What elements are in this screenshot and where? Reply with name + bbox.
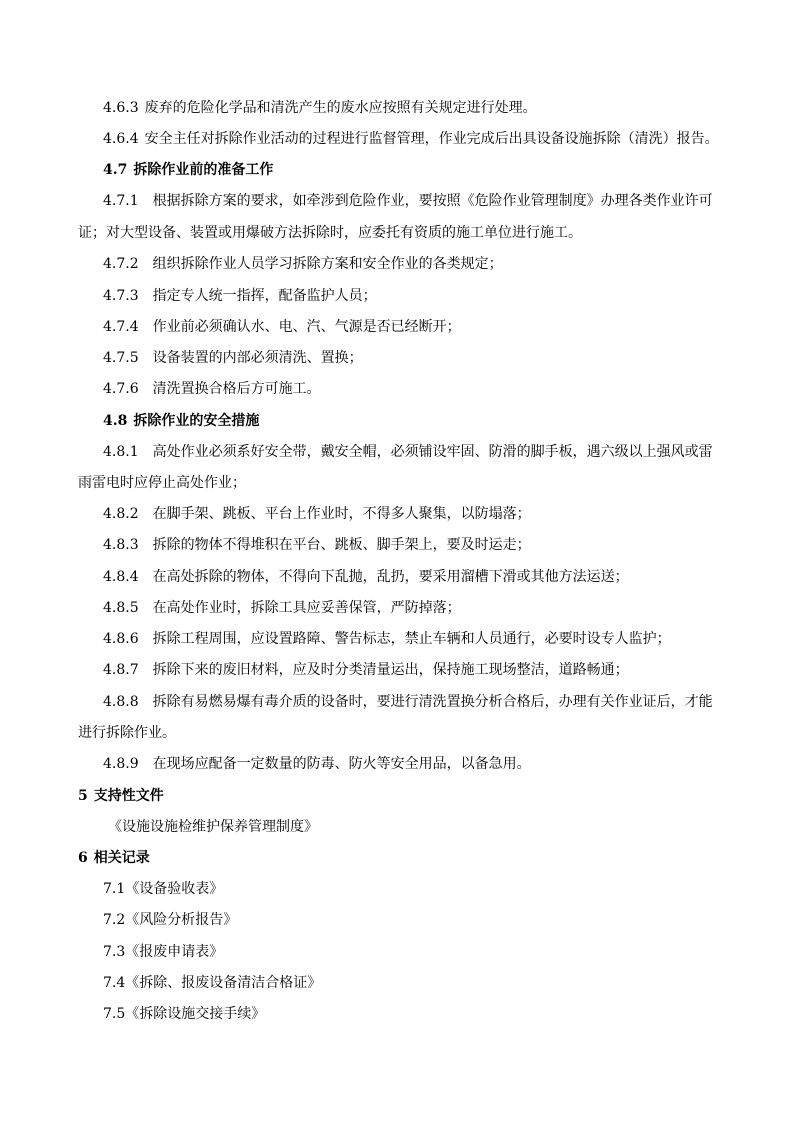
clause-number: 4.7.3 <box>103 288 139 304</box>
clause-4-8-6 <box>103 631 671 647</box>
clause-4-7-2 <box>103 256 503 272</box>
clause-4-8-3 <box>103 537 531 553</box>
section-title: 支持性文件 <box>93 788 164 804</box>
clause-4-6-3 <box>103 100 537 116</box>
clause-text: 证；对大型设备、装置或用爆破方法拆除时，应委托有资质的施工单位进行施工。 <box>78 225 582 241</box>
clause-4-8-9 <box>103 756 531 772</box>
clause-text: 指定专人统一指挥，配备监护人员； <box>152 288 377 304</box>
record-title: 《拆除设施交接手续》 <box>125 1006 266 1022</box>
clause-text: 作业前必须确认水、电、汽、气源是否已经断开； <box>152 319 461 335</box>
clause-number: 4.7.1 <box>103 193 139 209</box>
clause-number: 4.8.1 <box>103 444 139 460</box>
clause-number: 4.8.4 <box>103 569 139 585</box>
clause-4-7-6 <box>103 381 321 397</box>
clause-4-6-4 <box>103 131 719 147</box>
record-title: 《拆除、报废设备清洁合格证》 <box>125 975 322 991</box>
clause-4-8-5 <box>103 600 461 616</box>
clause-text: 根据拆除方案的要求，如牵涉到危险作业，要按照《危险作业管理制度》办理各类作业许可 <box>152 193 713 209</box>
clause-text: 拆除的物体不得堆积在平台、跳板、脚手架上，要及时运走； <box>152 537 531 553</box>
clause-text: 设备装置的内部必须清洗、置换； <box>152 350 363 366</box>
record-number: 7.5 <box>103 1006 126 1022</box>
clause-text: 拆除有易燃易爆有毒介质的设备时，要进行清洗置换分析合格后，办理有关作业证后，才能 <box>152 694 713 710</box>
record-number: 7.2 <box>103 912 126 928</box>
clause-4-8-8-continued <box>78 725 176 741</box>
record-title: 《设备验收表》 <box>125 881 224 897</box>
section-number: 4.8 <box>103 413 128 429</box>
clause-text: 高处作业必须系好安全带，戴安全帽，必须铺设牢固、防滑的脚手板，遇六级以上强风或雷 <box>152 444 713 460</box>
record-item-7-3 <box>103 944 223 960</box>
clause-4-8-8 <box>103 694 713 710</box>
clause-4-8-2 <box>103 506 531 522</box>
clause-number: 4.7.6 <box>103 381 139 397</box>
clause-text: 在高处拆除的物体，不得向下乱抛，乱扔，要采用溜槽下滑或其他方法运送； <box>152 569 629 585</box>
clause-number: 4.7.4 <box>103 319 139 335</box>
section-heading-4-8 <box>103 413 259 429</box>
record-item-7-5 <box>103 1006 265 1022</box>
record-number: 7.1 <box>103 881 126 897</box>
clause-number: 4.8.5 <box>103 600 139 616</box>
clause-text: 进行拆除作业。 <box>78 725 176 741</box>
clause-text: 在高处作业时，拆除工具应妥善保管，严防掉落； <box>152 600 461 616</box>
record-item-7-4 <box>103 975 321 991</box>
record-number: 7.3 <box>103 944 126 960</box>
section-title: 拆除作业前的准备工作 <box>133 162 274 178</box>
clause-text: 在现场应配备一定数量的防毒、防火等安全用品，以备急用。 <box>152 756 531 772</box>
record-item-7-1 <box>103 881 223 897</box>
record-title: 《风险分析报告》 <box>125 912 238 928</box>
clause-4-7-1 <box>103 193 713 209</box>
clause-4-8-7 <box>103 662 629 678</box>
clause-number: 4.6.3 <box>103 100 139 116</box>
record-number: 7.4 <box>103 975 126 991</box>
clause-4-7-5 <box>103 350 363 366</box>
clause-text: 雨雷电时应停止高处作业； <box>78 475 246 491</box>
clause-text: 废弃的危险化学品和清洗产生的废水应按照有关规定进行处理。 <box>144 100 537 116</box>
clause-text: 拆除工程周围，应设置路障、警告标志，禁止车辆和人员通行，必要时设专人监护； <box>152 631 671 647</box>
clause-4-8-1-continued <box>78 475 246 491</box>
supporting-document-item <box>108 819 318 835</box>
section-number: 5 <box>78 788 88 804</box>
record-item-7-2 <box>103 912 237 928</box>
clause-number: 4.8.6 <box>103 631 139 647</box>
clause-text: 安全主任对拆除作业活动的过程进行监督管理，作业完成后出具设备设施拆除（清洗）报告。 <box>144 131 719 147</box>
clause-4-8-1 <box>103 444 713 460</box>
section-heading-4-7 <box>103 162 273 178</box>
clause-text: 清洗置换合格后方可施工。 <box>152 381 321 397</box>
section-number: 6 <box>78 850 88 866</box>
clause-number: 4.8.3 <box>103 537 139 553</box>
clause-number: 4.8.8 <box>103 694 139 710</box>
clause-text: 在脚手架、跳板、平台上作业时，不得多人聚集，以防塌落； <box>152 506 531 522</box>
clause-4-7-1-continued <box>78 225 582 241</box>
section-title: 拆除作业的安全措施 <box>133 413 260 429</box>
clause-number: 4.7.5 <box>103 350 139 366</box>
clause-4-7-4 <box>103 319 461 335</box>
clause-number: 4.7.2 <box>103 256 139 272</box>
section-title: 相关记录 <box>93 850 150 866</box>
section-heading-6 <box>78 850 150 866</box>
section-heading-5 <box>78 788 164 804</box>
clause-4-8-4 <box>103 569 629 585</box>
clause-text: 拆除下来的废旧材料，应及时分类清量运出，保持施工现场整洁，道路畅通； <box>152 662 629 678</box>
clause-number: 4.8.9 <box>103 756 139 772</box>
record-title: 《报废申请表》 <box>125 944 224 960</box>
clause-text: 组织拆除作业人员学习拆除方案和安全作业的各类规定； <box>152 256 503 272</box>
document-reference: 《设施设施检维护保养管理制度》 <box>108 819 318 835</box>
clause-number: 4.8.2 <box>103 506 139 522</box>
clause-4-7-3 <box>103 288 377 304</box>
clause-number: 4.6.4 <box>103 131 139 147</box>
section-number: 4.7 <box>103 162 128 178</box>
clause-number: 4.8.7 <box>103 662 139 678</box>
